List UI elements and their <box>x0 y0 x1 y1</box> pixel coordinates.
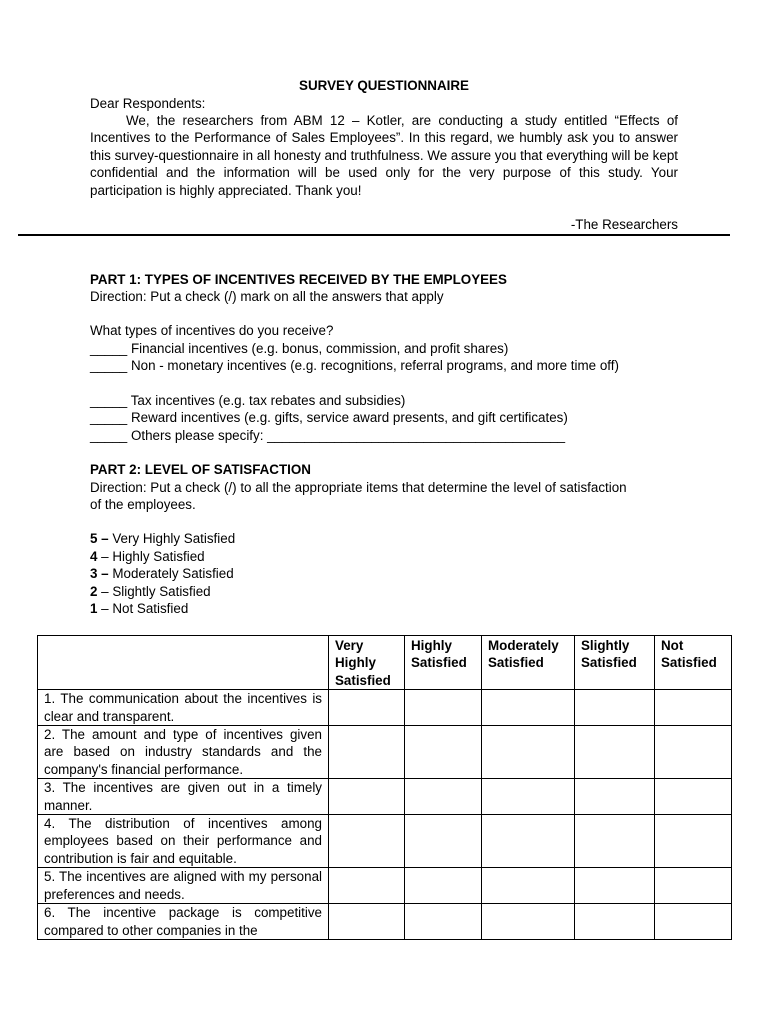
answer-cell[interactable] <box>655 815 732 868</box>
part2-heading: PART 2: LEVEL OF SATISFACTION <box>90 462 311 477</box>
table-row <box>38 726 732 779</box>
intro-text: We, the researchers from ABM 12 – Kotler, are conducting a study entitled “Effects of Incentives to the Performance of Sales Employees”. In this regard, we humbly ask you to answer this survey-questionnaire in all honesty and truthfulness. We assure you that everything will be kept confidential and the information will be used only for the very purpose of this study. Your participation is highly appreciated. Thank you! <box>90 113 678 198</box>
option-financial: _____ Financial incentives (e.g. bonus, commission, and profit shares) <box>90 341 509 356</box>
scale-number: 1 <box>90 601 98 616</box>
answer-cell[interactable] <box>655 726 732 779</box>
question-cell: 6. The incentive package is competitive compared to other companies in the <box>38 904 329 940</box>
scale-label: Moderately Satisfied <box>112 566 234 581</box>
table-row <box>38 690 732 726</box>
scale-item <box>90 548 678 565</box>
answer-cell[interactable] <box>575 690 655 726</box>
answer-cell[interactable] <box>655 690 732 726</box>
option-others: _____ Others please specify: ________________________________________ <box>90 428 566 443</box>
scale-label: Not Satisfied <box>112 601 189 616</box>
answer-cell[interactable] <box>655 904 732 940</box>
scale-item <box>90 565 678 582</box>
answer-cell[interactable] <box>482 815 575 868</box>
table-row <box>38 815 732 868</box>
scale-item <box>90 600 678 617</box>
answer-cell[interactable] <box>655 868 732 904</box>
answer-cell[interactable] <box>405 779 482 815</box>
scale-item <box>90 530 678 547</box>
answer-cell[interactable] <box>655 779 732 815</box>
question-cell: 2. The amount and type of incentives given are based on industry standards and the company's financial performance. <box>38 726 329 779</box>
option-tax: _____ Tax incentives (e.g. tax rebates and subsidies) <box>90 393 406 408</box>
scale-label: Slightly Satisfied <box>112 584 211 599</box>
scale-label: Very Highly Satisfied <box>112 531 236 546</box>
answer-cell[interactable] <box>329 690 405 726</box>
page-title: SURVEY QUESTIONNAIRE <box>299 78 469 93</box>
answer-cell[interactable] <box>575 726 655 779</box>
answer-cell[interactable] <box>575 868 655 904</box>
answer-cell[interactable] <box>329 815 405 868</box>
table-row <box>38 779 732 815</box>
header-moderately-satisfied: Moderately Satisfied <box>482 636 575 690</box>
question-cell: 5. The incentives are aligned with my personal preferences and needs. <box>38 868 329 904</box>
answer-cell[interactable] <box>405 726 482 779</box>
scale-number: 2 <box>90 584 98 599</box>
answer-cell[interactable] <box>329 779 405 815</box>
option-non-monetary: _____ Non - monetary incentives (e.g. recognitions, referral programs, and more time off) <box>90 358 619 373</box>
divider <box>18 234 730 236</box>
answer-cell[interactable] <box>575 779 655 815</box>
answer-cell[interactable] <box>329 726 405 779</box>
scale-sep: – <box>97 566 113 581</box>
intro-paragraph <box>90 112 678 199</box>
scale-sep: – <box>97 601 113 616</box>
part2-direction: Direction: Put a check (/) to all the appropriate items that determine the level of satisfaction of the employees. <box>90 480 627 513</box>
greeting: Dear Respondents: <box>90 96 206 111</box>
answer-cell[interactable] <box>329 904 405 940</box>
header-very-highly-satisfied: Very Highly Satisfied <box>329 636 405 690</box>
header-slightly-satisfied: Slightly Satisfied <box>575 636 655 690</box>
question-cell: 3. The incentives are given out in a timely manner. <box>38 779 329 815</box>
scale-sep: – <box>97 531 113 546</box>
answer-cell[interactable] <box>482 726 575 779</box>
part1-direction: Direction: Put a check (/) mark on all the answers that apply <box>90 289 444 304</box>
table-row <box>38 904 732 940</box>
answer-cell[interactable] <box>405 868 482 904</box>
part1-heading: PART 1: TYPES OF INCENTIVES RECEIVED BY THE EMPLOYEES <box>90 272 507 287</box>
scale-number: 3 <box>90 566 98 581</box>
answer-cell[interactable] <box>405 690 482 726</box>
answer-cell[interactable] <box>405 815 482 868</box>
answer-cell[interactable] <box>482 868 575 904</box>
answer-cell[interactable] <box>405 904 482 940</box>
scale-number: 4 <box>90 549 98 564</box>
question-cell: 1. The communication about the incentives is clear and transparent. <box>38 690 329 726</box>
option-reward: _____ Reward incentives (e.g. gifts, service award presents, and gift certificates) <box>90 410 568 425</box>
part1-question: What types of incentives do you receive? <box>90 323 334 338</box>
table-header-row <box>38 636 732 690</box>
scale-number: 5 <box>90 531 98 546</box>
answer-cell[interactable] <box>482 779 575 815</box>
signoff: -The Researchers <box>570 217 678 232</box>
answer-cell[interactable] <box>575 815 655 868</box>
satisfaction-table <box>37 635 732 940</box>
answer-cell[interactable] <box>329 868 405 904</box>
header-highly-satisfied: Highly Satisfied <box>405 636 482 690</box>
scale-label: Highly Satisfied <box>112 549 205 564</box>
table-header-blank <box>38 636 329 690</box>
scale-sep: – <box>97 549 113 564</box>
question-cell: 4. The distribution of incentives among employees based on their performance and contribution is fair and equitable. <box>38 815 329 868</box>
scale-item <box>90 583 678 600</box>
scale-sep: – <box>97 584 113 599</box>
answer-cell[interactable] <box>575 904 655 940</box>
answer-cell[interactable] <box>482 904 575 940</box>
header-not-satisfied: Not Satisfied <box>655 636 732 690</box>
table-row <box>38 868 732 904</box>
answer-cell[interactable] <box>482 690 575 726</box>
